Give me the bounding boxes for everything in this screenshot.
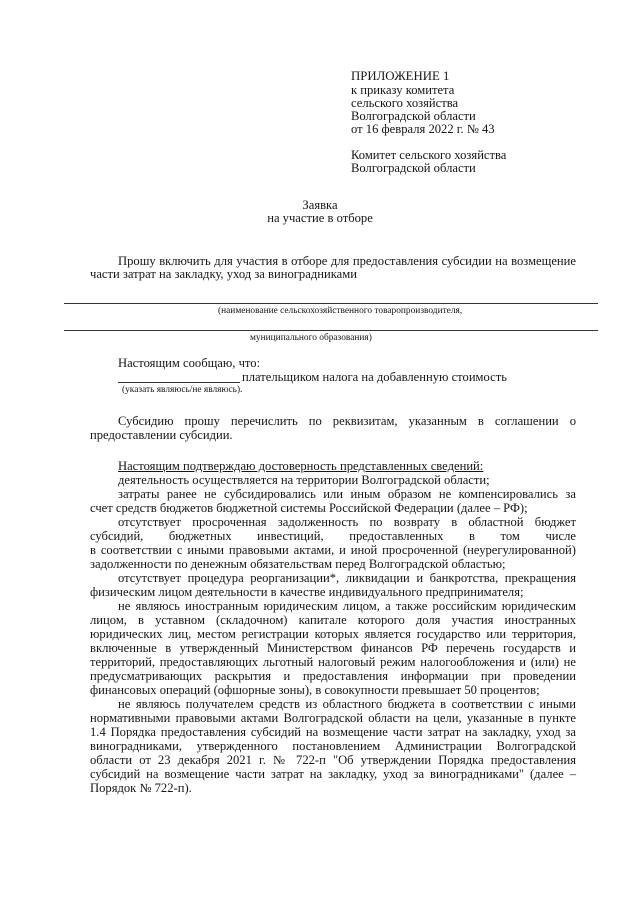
municipality-line <box>64 330 598 331</box>
vat-statement: плательщиком налога на добавленную стоимость <box>242 370 507 384</box>
appendix-label: ПРИЛОЖЕНИЕ 1 <box>351 69 450 83</box>
vat-hint: (указать являюсь/не являюсь). <box>122 385 243 395</box>
confirm-line: счет средств бюджетов бюджетной системы Российской Федерации (далее – РФ); <box>90 501 528 515</box>
confirm-line: не являюсь получателем средств из областного бюджета в соответствии с иными <box>118 697 576 711</box>
payment-line-1: Субсидию прошу перечислить по реквизитам, указанным в соглашении о <box>118 414 576 428</box>
confirm-line: юридических лиц, местом регистрации которых является государство или территория, <box>90 627 576 641</box>
confirm-heading: Настоящим подтверждаю достоверность представленных сведений: <box>118 459 484 473</box>
confirm-line: нормативными правовыми актами Волгоградской области на цели, указанные в пункте <box>90 711 576 725</box>
confirm-line: отсутствует просроченная задолженность по возврату в областной бюджет <box>118 515 576 529</box>
payment-line-2: предоставлении субсидии. <box>90 428 233 442</box>
confirm-line: затраты ранее не субсидировались или иным образом не компенсировались за <box>118 487 576 501</box>
confirm-line: территорий, предоставляющих льготный налоговый режим налогообложения и (или) не <box>90 655 576 669</box>
confirm-line: предусматривающих раскрытия и предоставления информации при проведении <box>90 669 576 683</box>
confirm-line: задолженности по денежным обязательствам перед Волгоградской областью; <box>90 557 506 571</box>
confirm-line: лицом, в уставном (складочном) капитале которого доля участия иностранных <box>90 613 576 627</box>
confirm-line: отсутствует процедура реорганизации*, ликвидации и банкротства, прекращения <box>118 571 576 585</box>
confirm-line: субсидий на возмещение части затрат на закладку, уход за виноградниками" (далее – <box>90 767 576 781</box>
addressee-line-2: Волгоградской области <box>351 161 476 175</box>
confirm-line: физическим лицом деятельности в качестве индивидуального предпринимателя; <box>90 585 524 599</box>
addressee-line-1: Комитет сельского хозяйства <box>351 148 507 162</box>
confirm-line: в соответствии с иными правовыми актами, и иной просроченной (неурегулированной) <box>90 543 576 557</box>
confirm-line: не являюсь иностранным юридическим лицом, а также российским юридическим <box>118 599 576 613</box>
confirm-line: 1.4 Порядка предоставления субсидий на возмещение части затрат на закладку, уход за <box>90 725 576 739</box>
document-subtitle: на участие в отборе <box>267 211 373 225</box>
document-title: Заявка <box>302 198 338 212</box>
confirm-line: Порядок № 722-п). <box>90 781 192 795</box>
producer-name-line <box>64 303 598 304</box>
confirm-line: виноградниками, утвержденного постановлением Администрации Волгоградской <box>90 739 576 753</box>
order-line-3: Волгоградской области <box>351 109 476 123</box>
confirm-line: области от 23 декабря 2021 г. № 722-п "Об утверждении Порядка предоставления <box>90 753 576 767</box>
request-line-1: Прошу включить для участия в отборе для предоставления субсидии на возмещение <box>118 254 576 268</box>
producer-caption: (наименование сельскохозяйственного товаропроизводителя, <box>218 306 463 316</box>
confirm-line: финансовых операций (офшорные зоны), в совокупности превышает 50 процентов; <box>90 683 540 697</box>
request-line-2: части затрат на закладку, уход за виноградниками <box>90 267 357 281</box>
vat-status-line <box>118 382 240 383</box>
municipality-caption: муниципального образования) <box>250 333 372 343</box>
confirm-line: деятельность осуществляется на территории Волгоградской области; <box>118 473 490 487</box>
order-line-4: от 16 февраля 2022 г. № 43 <box>351 122 495 136</box>
confirm-line: включенные в утвержденный Министерством финансов РФ перечень государств и <box>90 641 576 655</box>
vat-intro: Настоящим сообщаю, что: <box>118 356 261 370</box>
order-line-1: к приказу комитета <box>351 83 455 97</box>
confirm-line: субсидий, бюджетных инвестиций, предоставленных в том числе <box>90 529 576 543</box>
order-line-2: сельского хозяйства <box>351 96 459 110</box>
